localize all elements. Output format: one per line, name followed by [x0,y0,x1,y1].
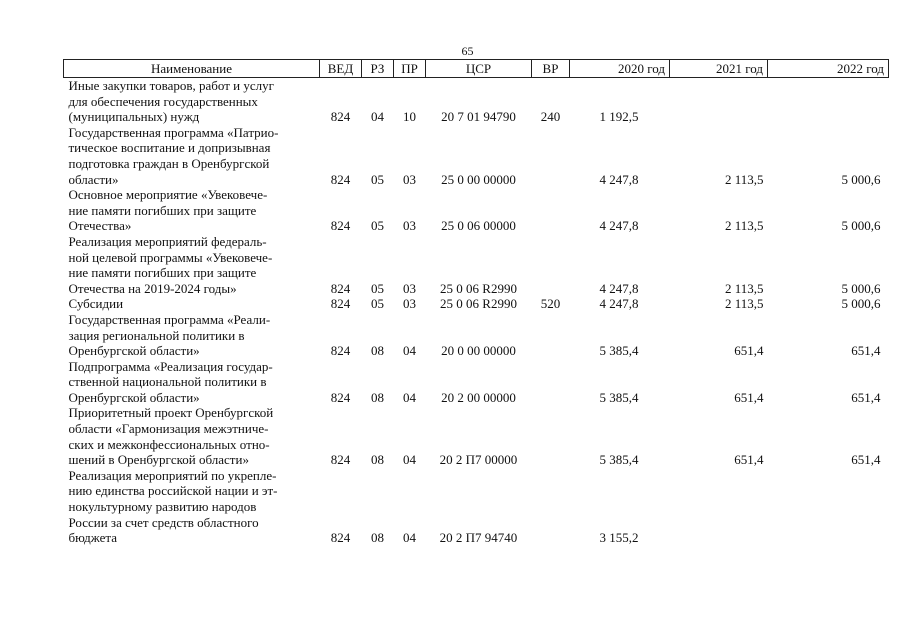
row-vr [532,234,570,296]
row-ved: 824 [330,171,351,187]
table-row [64,296,889,312]
row-value-2022: 651,4 [851,389,881,405]
row-value-2021 [670,78,768,125]
table-row [64,78,889,125]
row-csr: 25 0 06 R2990 [440,280,517,296]
row-vr: 520 [540,296,561,312]
row-name-text: Государственная программа «Реали- зация региональной политики в Оренбургской области» [68,311,271,359]
row-rz: 08 [371,343,384,359]
row-vr [532,187,570,234]
row-csr: 25 0 06 00000 [441,218,516,234]
row-value-2021: 2 113,5 [724,280,764,296]
row-pr: 10 [403,109,416,125]
row-csr: 20 7 01 94790 [441,109,516,125]
header-year-2022: 2022 год [768,60,889,78]
row-name [64,359,320,406]
row-name [64,78,320,125]
row-name-text: Основное мероприятие «Увековече- ние памяти погибших при защите Отечества» [68,187,268,234]
header-year-2021: 2021 год [670,60,768,78]
row-value-2020: 5 385,4 [599,452,639,468]
row-name [64,296,320,312]
row-rz: 05 [371,171,384,187]
row-name-text: Приоритетный проект Оренбургской области «Гармонизация межэтниче- ских и межконфессиональных отно- шений в Оренбургской области» [68,405,274,468]
row-vr [532,312,570,359]
row-name [64,405,320,467]
row-ved: 824 [330,530,351,546]
budget-table [63,59,889,546]
row-value-2020: 5 385,4 [599,343,639,359]
row-rz: 04 [371,109,384,125]
row-ved: 824 [330,452,351,468]
header-rz: РЗ [362,60,394,78]
row-csr: 25 0 00 00000 [441,171,516,187]
row-pr: 04 [403,452,416,468]
page-number: 65 [461,44,474,58]
row-value-2020: 3 155,2 [599,530,639,546]
row-vr [532,405,570,467]
row-vr [532,125,570,187]
row-ved: 824 [330,343,351,359]
row-value-2022: 5 000,6 [841,218,881,234]
table-row [64,312,889,359]
row-value-2022: 5 000,6 [841,280,881,296]
header-vr: ВР [532,60,570,78]
row-value-2022: 5 000,6 [841,171,881,187]
row-vr [532,359,570,406]
table-row [64,468,889,546]
row-ved: 824 [330,218,351,234]
row-value-2021: 651,4 [734,389,764,405]
row-name-text: Реализация мероприятий федераль- ной целевой программы «Увековече- ние памяти погибших при защите Отечества на 2019-2024 годы» [68,233,273,296]
row-ved: 824 [330,296,351,312]
header-year-2020: 2020 год [570,60,670,78]
row-value-2021: 651,4 [734,452,764,468]
header-ved: ВЕД [320,60,362,78]
row-value-2021: 2 113,5 [724,171,764,187]
row-value-2021: 2 113,5 [724,296,764,312]
table-row [64,405,889,467]
row-value-2020: 4 247,8 [599,280,639,296]
header-csr: ЦСР [426,60,532,78]
row-name-text: Иные закупки товаров, работ и услуг для обеспечения государственных (муниципальных) нужд [68,78,274,125]
row-value-2021: 651,4 [734,343,764,359]
row-value-2021: 2 113,5 [724,218,764,234]
row-value-2022 [768,468,889,546]
row-name [64,234,320,296]
row-value-2022 [768,78,889,125]
row-name-text: Государственная программа «Патрио- тическое воспитание и допризывная подготовка граждан в Оренбургской области» [68,124,279,187]
row-ved: 824 [330,280,351,296]
row-csr: 20 2 П7 00000 [439,452,518,468]
row-csr: 20 0 00 00000 [441,343,516,359]
row-rz: 05 [371,280,384,296]
row-pr: 03 [403,280,416,296]
row-pr: 04 [403,530,416,546]
row-value-2022: 651,4 [851,452,881,468]
row-rz: 08 [371,452,384,468]
row-pr: 04 [403,343,416,359]
table-row [64,234,889,296]
row-name [64,187,320,234]
row-name [64,312,320,359]
row-value-2020: 4 247,8 [599,171,639,187]
row-pr: 03 [403,296,416,312]
row-value-2022: 651,4 [851,343,881,359]
row-vr: 240 [540,109,561,125]
row-name-text: Субсидии [68,296,124,312]
row-value-2020: 1 192,5 [599,109,639,125]
row-ved: 824 [330,109,351,125]
table-header-row [64,60,889,78]
row-pr: 03 [403,218,416,234]
row-name [64,468,320,546]
table-row [64,359,889,406]
row-rz: 05 [371,218,384,234]
row-csr: 20 2 00 00000 [441,389,516,405]
row-value-2020: 5 385,4 [599,389,639,405]
row-pr: 04 [403,389,416,405]
table-row [64,125,889,187]
row-rz: 08 [371,389,384,405]
row-rz: 05 [371,296,384,312]
header-pr: ПР [394,60,426,78]
header-name: Наименование [64,60,320,78]
row-csr: 20 2 П7 94740 [439,530,518,546]
table-row [64,187,889,234]
row-value-2022: 5 000,6 [841,296,881,312]
row-name-text: Реализация мероприятий по укрепле- нию единства российской нации и эт- нокультурному развитию народов России за счет средств областного бюджета [68,467,278,546]
row-vr [532,468,570,546]
row-value-2020: 4 247,8 [599,218,639,234]
row-ved: 824 [330,389,351,405]
row-value-2020: 4 247,8 [599,296,639,312]
row-name-text: Подпрограмма «Реализация государ- ственной национальной политики в Оренбургской области» [68,358,273,405]
row-pr: 03 [403,171,416,187]
row-rz: 08 [371,530,384,546]
row-value-2021 [670,468,768,546]
row-name [64,125,320,187]
row-csr: 25 0 06 R2990 [440,296,517,312]
